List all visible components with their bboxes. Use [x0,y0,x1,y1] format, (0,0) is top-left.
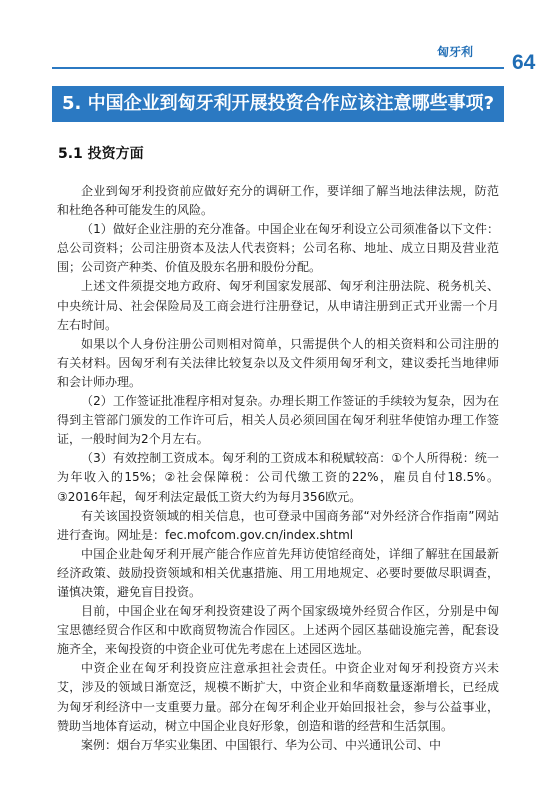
paragraph: 如果以个人身份注册公司则相对简单，只需提供个人的相关资料和公司注册的有关材料。因匈牙利有关法律比较复杂以及文件须用匈牙利文，建议委托当地律师和会计师办理。 [57,336,499,389]
paragraph: （2）工作签证批准程序相对复杂。办理长期工作签证的手续较为复杂，因为在得到主管部门颁发的工作许可后，相关人员必须回国在匈牙利驻华使馆办理工作签证，一般时间为2个月左右。 [57,394,499,447]
paragraph: 中资企业在匈牙利投资应注意承担社会责任。中资企业对匈牙利投资方兴未艾，涉及的领域日渐宽泛，规模不断扩大，中资企业和华商数量逐渐增长，已经成为匈牙利经济中一支重要力量。部分在匈牙利企业开始回报社会，参与公益事业，赞助当地体育运动，树立中国企业良好形象，创造和谐的经营和生活氛围。 [57,661,499,733]
body-text [57,182,499,755]
section-title: 5.1 投资方面 [58,146,144,162]
header-rule [52,67,504,69]
page-number: 64 [512,51,536,74]
paragraph: 中国企业赴匈牙利开展产能合作应首先拜访使馆经商处，详细了解驻在国最新经济政策、鼓励投资领域和相关优惠措施、用工用地规定、必要时要做尽职调查，谨慎决策，避免盲目投资。 [57,546,499,599]
running-head: 匈牙利 [437,45,474,59]
paragraph: 企业到匈牙利投资前应做好充分的调研工作，要详细了解当地法律法规，防范和杜绝各种可能发生的风险。 [57,184,499,218]
paragraph: 案例：烟台万华实业集团、中国银行、华为公司、中兴通讯公司、中 [81,737,442,752]
paragraph: 有关该国投资领域的相关信息，也可登录中国商务部“对外经济合作指南”网站进行查询。网址是：fec.mofcom.gov.cn/index.shtml [57,508,499,542]
paragraph: 目前，中国企业在匈牙利投资建设了两个国家级境外经贸合作区，分别是中匈宝思德经贸合作区和中欧商贸物流合作园区。上述两个园区基础设施完善，配套设施齐全，来匈投资的中资企业可优先考虑在上述园区选址。 [57,604,499,657]
paragraph: （1）做好企业注册的充分准备。中国企业在匈牙利设立公司须准备以下文件：总公司资料；公司注册资本及法人代表资料；公司名称、地址、成立日期及营业范围；公司资产种类、价值及股东名册和股份分配。 [57,222,499,275]
paragraph: （3）有效控制工资成本。匈牙利的工资成本和税赋较高：①个人所得税：统一为年收入的15%；②社会保障税：公司代缴工资的22%，雇员自付18.5%。③2016年起，匈牙利法定最低工资大约为每月356欧元。 [57,451,499,504]
chapter-title: 5. 中国企业到匈牙利开展投资合作应该注意哪些事项? [52,86,504,122]
paragraph: 上述文件须提交地方政府、匈牙利国家发展部、匈牙利注册法院、税务机关、中央统计局、社会保险局及工商会进行注册登记，从申请注册到正式开业需一个月左右时间。 [57,279,499,332]
